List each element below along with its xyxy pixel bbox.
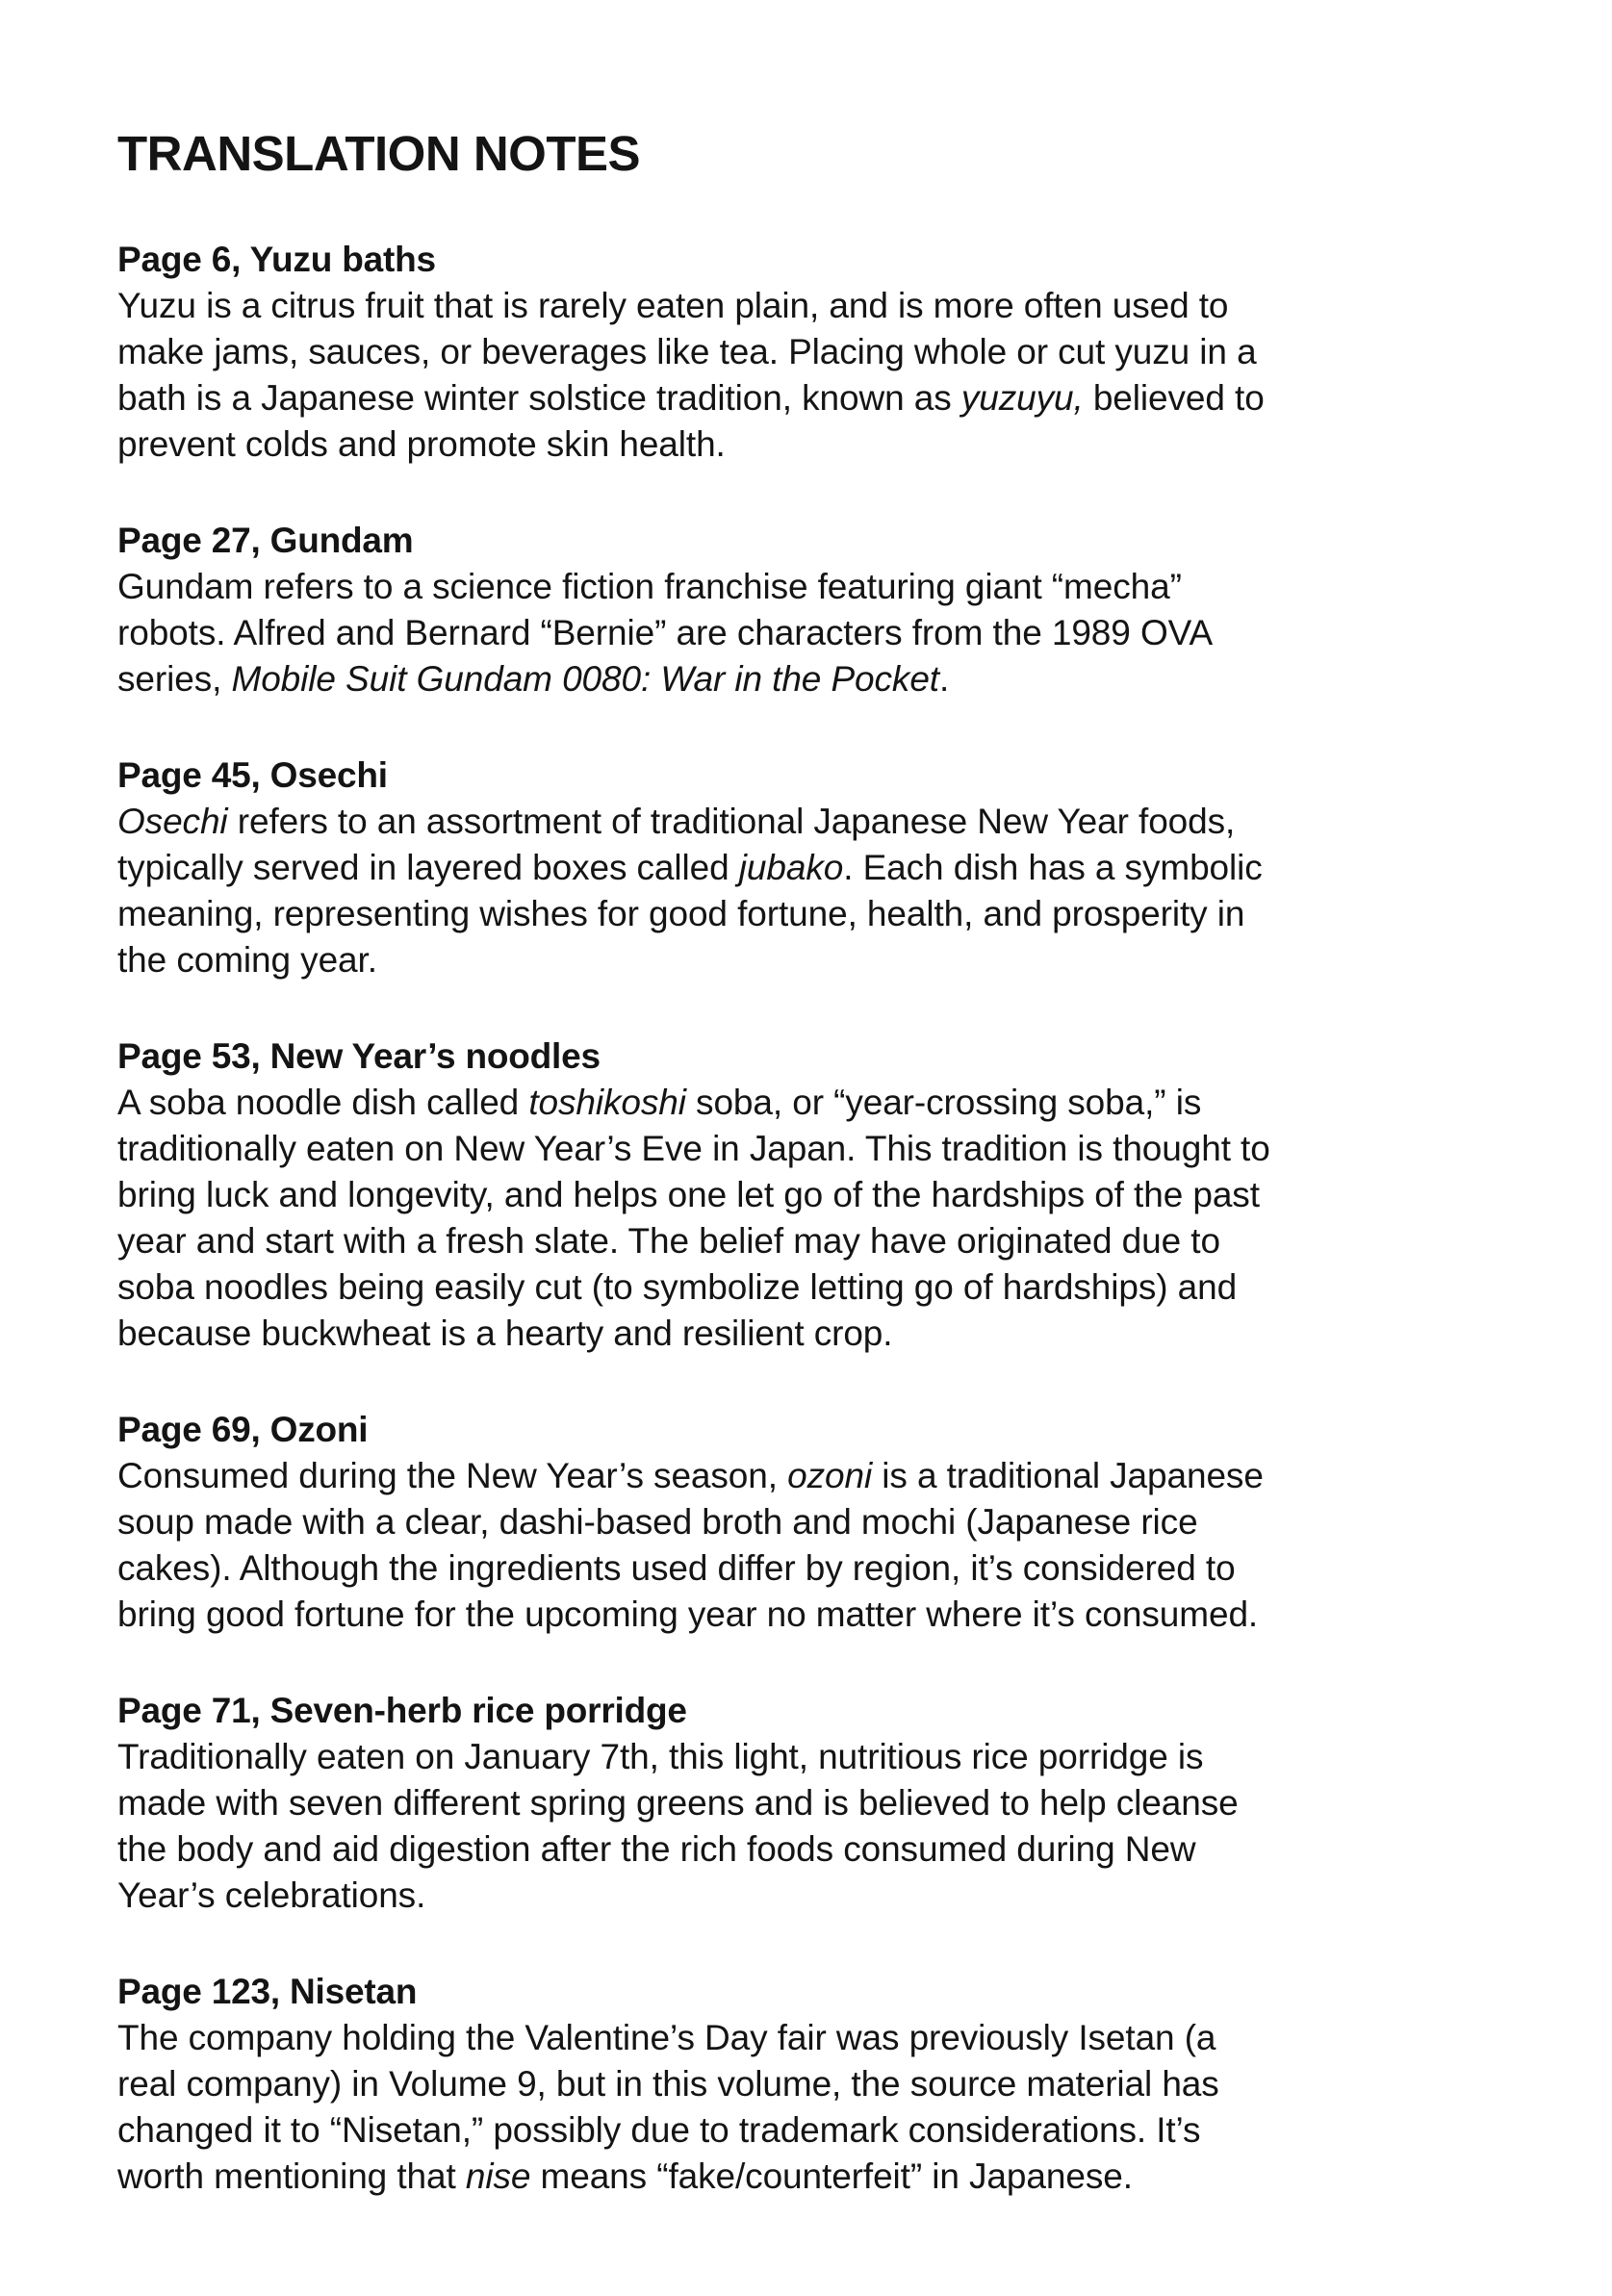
note-body bbox=[117, 2015, 1458, 2200]
body-line: traditionally eaten on New Year’s Eve in Japan. This tradition is thought to bbox=[117, 1129, 1270, 1168]
note-body bbox=[117, 1734, 1458, 1919]
note-section bbox=[117, 753, 1458, 983]
body-line: cakes). Although the ingredients used differ by region, it’s considered to bbox=[117, 1548, 1236, 1588]
body-line: make jams, sauces, or beverages like tea. Placing whole or cut yuzu in a bbox=[117, 332, 1257, 371]
note-heading: Page 6, Yuzu baths bbox=[117, 240, 436, 279]
note-body bbox=[117, 1453, 1458, 1638]
body-line: changed it to “Nisetan,” possibly due to trademark considerations. It’s bbox=[117, 2110, 1201, 2150]
body-line: robots. Alfred and Bernard “Bernie” are characters from the 1989 OVA bbox=[117, 613, 1214, 652]
body-line: typically served in layered boxes called jubako. Each dish has a symbolic bbox=[117, 848, 1263, 887]
note-heading: Page 27, Gundam bbox=[117, 521, 414, 560]
note-heading: Page 53, New Year’s noodles bbox=[117, 1036, 601, 1076]
body-line: Osechi refers to an assortment of traditional Japanese New Year foods, bbox=[117, 802, 1236, 841]
body-line: bring luck and longevity, and helps one let go of the hardships of the past bbox=[117, 1175, 1260, 1214]
body-line: the body and aid digestion after the rich foods consumed during New bbox=[117, 1829, 1196, 1869]
note-section bbox=[117, 237, 1458, 468]
body-line: prevent colds and promote skin health. bbox=[117, 424, 726, 464]
note-section bbox=[117, 1033, 1458, 1357]
body-line: bring good fortune for the upcoming year no matter where it’s consumed. bbox=[117, 1594, 1259, 1634]
note-body bbox=[117, 1080, 1458, 1357]
body-line: Yuzu is a citrus fruit that is rarely eaten plain, and is more often used to bbox=[117, 286, 1229, 325]
note-heading: Page 69, Ozoni bbox=[117, 1410, 369, 1449]
note-body bbox=[117, 799, 1458, 983]
body-line: soba noodles being easily cut (to symbolize letting go of hardships) and bbox=[117, 1267, 1238, 1307]
body-line: because buckwheat is a hearty and resilient crop. bbox=[117, 1314, 893, 1353]
note-body bbox=[117, 564, 1458, 702]
page-title: TRANSLATION NOTES bbox=[117, 126, 641, 181]
body-line: meaning, representing wishes for good fortune, health, and prosperity in bbox=[117, 894, 1245, 933]
body-line: worth mentioning that nise means “fake/counterfeit” in Japanese. bbox=[117, 2156, 1133, 2196]
body-line: made with seven different spring greens and is believed to help cleanse bbox=[117, 1783, 1239, 1823]
note-section bbox=[117, 1688, 1458, 1919]
body-line: The company holding the Valentine’s Day fair was previously Isetan (a bbox=[117, 2018, 1216, 2057]
notes-list bbox=[117, 237, 1458, 2200]
note-heading: Page 123, Nisetan bbox=[117, 1972, 418, 2011]
note-heading: Page 71, Seven-herb rice porridge bbox=[117, 1691, 687, 1730]
body-line: series, Mobile Suit Gundam 0080: War in the Pocket. bbox=[117, 659, 950, 699]
body-line: year and start with a fresh slate. The belief may have originated due to bbox=[117, 1221, 1220, 1261]
body-line: bath is a Japanese winter solstice tradition, known as yuzuyu, believed to bbox=[117, 378, 1265, 418]
body-line: Traditionally eaten on January 7th, this light, nutritious rice porridge is bbox=[117, 1737, 1204, 1776]
body-line: Year’s celebrations. bbox=[117, 1875, 426, 1915]
note-section bbox=[117, 1407, 1458, 1638]
body-line: real company) in Volume 9, but in this volume, the source material has bbox=[117, 2064, 1219, 2104]
note-section bbox=[117, 1969, 1458, 2200]
body-line: Gundam refers to a science fiction franchise featuring giant “mecha” bbox=[117, 567, 1182, 606]
body-line: the coming year. bbox=[117, 940, 377, 980]
body-line: A soba noodle dish called toshikoshi soba, or “year-crossing soba,” is bbox=[117, 1083, 1202, 1122]
note-section bbox=[117, 518, 1458, 702]
note-heading: Page 45, Osechi bbox=[117, 755, 388, 795]
note-body bbox=[117, 283, 1458, 468]
body-line: soup made with a clear, dashi-based broth and mochi (Japanese rice bbox=[117, 1502, 1198, 1542]
body-line: Consumed during the New Year’s season, ozoni is a traditional Japanese bbox=[117, 1456, 1264, 1495]
